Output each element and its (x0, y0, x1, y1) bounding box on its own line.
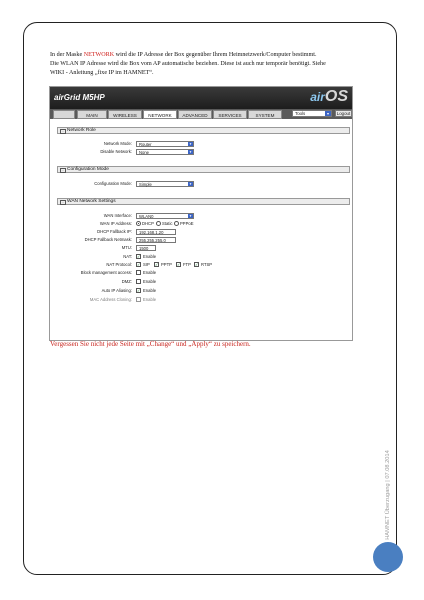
radio-static-label: Static (162, 221, 173, 226)
auto-ip-enable-label: Enable (143, 288, 157, 293)
mac-clone-checkbox[interactable] (136, 297, 141, 302)
intro-line1c: wird die IP Adresse der Box gegenüber Ihrem Heimnetzwerk/Computer bestimmt. (114, 52, 317, 58)
collapse-icon: - (60, 129, 66, 134)
configuration-mode-select[interactable]: Simple ▾ (136, 181, 194, 187)
rtsp-label: RTSP (201, 262, 213, 267)
save-reminder-note: Vergessen Sie nicht jede Seite mit „Change“ und „Apply“ zu speichern. (50, 340, 251, 348)
pptp-checkbox[interactable]: ✓ (155, 262, 159, 267)
intro-line2: Die WLAN IP Adresse wird die Box vom AP automatische beziehen. Diese ist auch nur temporär benötigt. Siehe (50, 61, 326, 68)
dmz-label: DMZ: (121, 279, 132, 284)
auto-ip-label: Auto IP Aliasing: (101, 288, 132, 293)
airgrid-logo: airGrid M5HP (54, 93, 105, 102)
ubnt-tab-icon[interactable] (53, 110, 75, 119)
block-mgmt-checkbox[interactable] (136, 270, 141, 275)
intro-paragraph (50, 51, 380, 78)
tab-main[interactable]: MAIN (77, 110, 107, 119)
nat-label: NAT: (123, 254, 132, 259)
ftp-checkbox[interactable]: ✓ (177, 262, 181, 267)
sip-checkbox[interactable]: ✓ (137, 262, 141, 267)
configuration-mode-label: Configuration Mode: (94, 181, 132, 186)
section-configuration-mode[interactable]: - Configuration Mode (57, 166, 350, 173)
airos-logo: airOS (310, 88, 348, 105)
intro-line1a: In der Maske (50, 52, 84, 58)
nat-enable-label: Enable (143, 254, 157, 259)
logout-button[interactable]: Logout (336, 111, 351, 116)
disable-network-label: Disable Network: (100, 149, 132, 154)
router-header (50, 87, 353, 109)
wan-ip-label: WAN IP Address: (99, 221, 132, 226)
mtu-label: MTU: (121, 245, 132, 250)
radio-dhcp-label: DHCP (142, 221, 154, 226)
tab-services[interactable]: SERVICES (213, 110, 247, 119)
ftp-label: FTP (183, 262, 191, 267)
rtsp-checkbox[interactable]: ✓ (195, 262, 199, 267)
nat-protocol-label: NAT Protocol: (106, 262, 132, 267)
radio-static[interactable] (156, 221, 161, 226)
block-mgmt-label: Block management access: (80, 270, 132, 275)
pptp-label: PPTP (161, 262, 172, 267)
disable-network-select[interactable]: None ▾ (136, 149, 194, 155)
nat-checkbox[interactable]: ✓ (137, 254, 141, 259)
network-highlight: NETWORK (83, 52, 115, 58)
chevron-down-icon: ▾ (189, 214, 192, 218)
collapse-icon: - (60, 168, 66, 173)
section-wan-settings[interactable]: - WAN Network Settings (57, 198, 350, 205)
chevron-down-icon: ▾ (189, 150, 192, 154)
tools-select[interactable]: Tools ▾ (292, 110, 332, 117)
tab-system[interactable]: SYSTEM (248, 110, 282, 119)
section-network-role[interactable]: - Network Role (57, 127, 350, 134)
auto-ip-checkbox[interactable]: ✓ (137, 288, 141, 293)
wan-interface-label: WAN Interface: (103, 213, 132, 218)
wan-interface-select[interactable]: WLAN0 ▾ (136, 213, 194, 219)
dhcp-fallback-ip-input[interactable]: 192.168.1.20 (136, 229, 176, 235)
dhcp-fallback-ip-label: DHCP Fallback IP: (97, 229, 132, 234)
tab-network[interactable]: NETWORK (143, 110, 177, 119)
dhcp-fallback-mask-input[interactable]: 255.255.255.0 (136, 237, 176, 243)
mtu-input[interactable]: 1500 (136, 245, 156, 251)
radio-pppoe[interactable] (174, 221, 179, 226)
mac-clone-label: MAC Address Cloning: (89, 297, 132, 302)
side-footer-text: HAMNET Überzugang | 07.08.2014 (385, 450, 391, 540)
sip-label: SIP (143, 262, 150, 267)
radio-dhcp[interactable] (136, 221, 141, 226)
tab-wireless[interactable]: WIRELESS (108, 110, 142, 119)
chevron-down-icon: ▾ (189, 142, 192, 146)
chevron-down-icon: ▾ (189, 182, 192, 186)
radio-pppoe-label: PPPoE (180, 221, 194, 226)
dmz-enable-label: Enable (143, 279, 157, 284)
mac-clone-enable-label: Enable (143, 297, 157, 302)
page-corner-circle (373, 542, 403, 572)
network-mode-label: Network Mode: (103, 141, 132, 146)
network-mode-select[interactable]: Router ▾ (136, 141, 194, 147)
dhcp-fallback-mask-label: DHCP Fallback Netmask: (84, 237, 132, 242)
intro-line3: WIKI - Anleitung „fixe IP im HAMNET“. (50, 70, 154, 77)
chevron-down-icon: ▾ (326, 111, 329, 116)
collapse-icon: - (60, 200, 66, 205)
dmz-checkbox[interactable] (136, 279, 141, 284)
router-screenshot (49, 86, 353, 341)
block-mgmt-enable-label: Enable (143, 270, 157, 275)
tab-advanced[interactable]: ADVANCED (178, 110, 212, 119)
